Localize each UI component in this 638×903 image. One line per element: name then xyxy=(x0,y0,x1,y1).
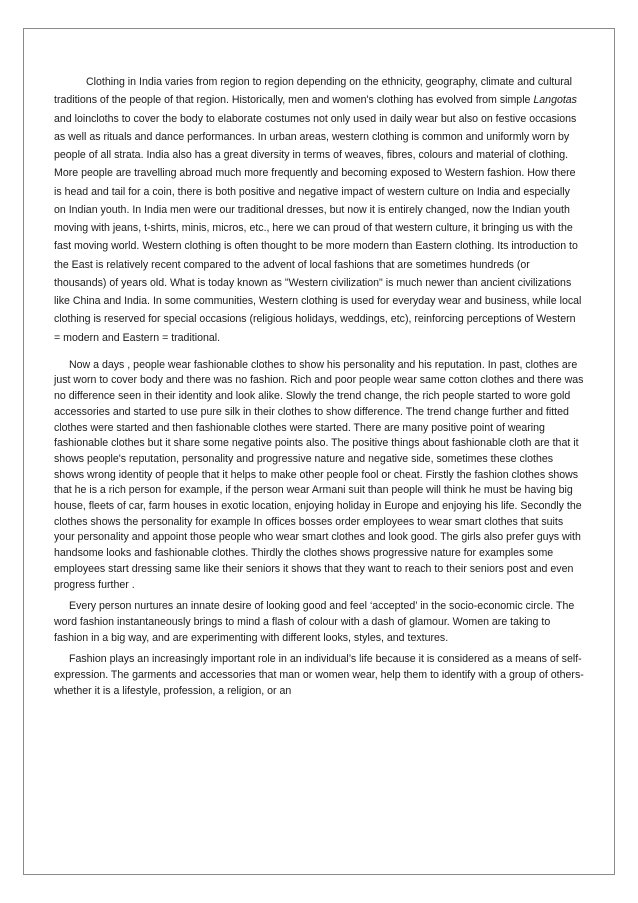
italic-term-langotas: Langotas xyxy=(533,94,577,107)
paragraph-self-expression: Fashion plays an increasingly important role in an individual’s life because it is considered as a means of self-expression. The garments and accessories that man or women wear, help them to identify with a group of others-whether it is a lifestyle, profession, a religion, or an xyxy=(54,653,584,697)
document-body xyxy=(54,73,584,700)
paragraph-looking-good: Every person nurtures an innate desire of looking good and feel ‘accepted’ in the socio-economic circle. The word fashion instantaneously brings to mind a flash of colour with a dash of glamour. Women are taking to fashion in a big way, and are experimenting with different looks, styles, and textures. xyxy=(54,600,575,644)
paragraph-fashionable-clothes: Now a days , people wear fashionable clothes to show his personality and his reputation. In past, clothes are just worn to cover body and there was no fashion. Rich and poor people wear same cotton clothes and there was no difference seen in their identity and look alike. Slowly the trend change, the rich people started to wore gold accessories and started to use pure silk in their clothes to show difference. The trend change further and fitted clothes were started and then fashionable clothes were started. There are many positive point of wearing fashionable clothes but it share some negative points also. The positive things about fashionable cloth are that it shows people's reputation, personality and progressive nature and negative side, sometimes these clothes shows wrong identity of people that it helps to make other people fool or cheat. Firstly the fashion clothes shows that he is a rich person for example, if the person wear Armani suit than people will think he must be having big house, fleets of car, farm houses in exotic location, enjoying holiday in Europe and enjoying his life. Secondly the clothes shows the personality for example In offices bosses order employees to wear smart clothes that suits your personality and appoint those people who wear smart clothes and look good. The girls also prefer guys with handsome looks and fashionable clothes. Thirdly the clothes shows progressive nature for examples some employees start dressing same like their seniors it shows that they want to reach to their seniors post and even progress further . xyxy=(54,358,584,591)
paragraph-clothing-in-india xyxy=(54,73,584,347)
paragraph-text: Clothing in India varies from region to region depending on the ethnicity, geography, climate and cultural traditions of the people of that region. Historically, men and women's clothing has evolved from simple xyxy=(54,76,573,107)
paragraph-text: and loincloths to cover the body to elaborate costumes not only used in daily wear but also on festive occasions as well as rituals and dance performances. In urban areas, western clothing is common and uniformly worn by people of all strata. India also has a great diversity in terms of weaves, fibres, colours and material of clothing. More people are travelling abroad much more frequently and becoming exposed to Western fashion. How there is head and tail for a coin, there is both positive and negative impact of western culture on India and especially on Indian youth. In India men were our traditional dresses, but now it is entirely changed, now the Indian youth moving with jeans, t-shirts, minis, micros, etc., here we can proud of that western culture, it bringing us with the fast moving world. Western clothing is often thought to be more modern than Eastern clothing. Its introduction to the East is relatively recent compared to the advent of local fashions that are sometimes hundreds (or thousands) of years old. What is today known as "Western civilization" is much newer than ancient civilizations like China and India. In some communities, Western clothing is used for everyday wear and business, while local clothing is reserved for special occasions (religious holidays, weddings, etc), reinforcing perceptions of Western = modern and Eastern = traditional. xyxy=(54,112,582,344)
